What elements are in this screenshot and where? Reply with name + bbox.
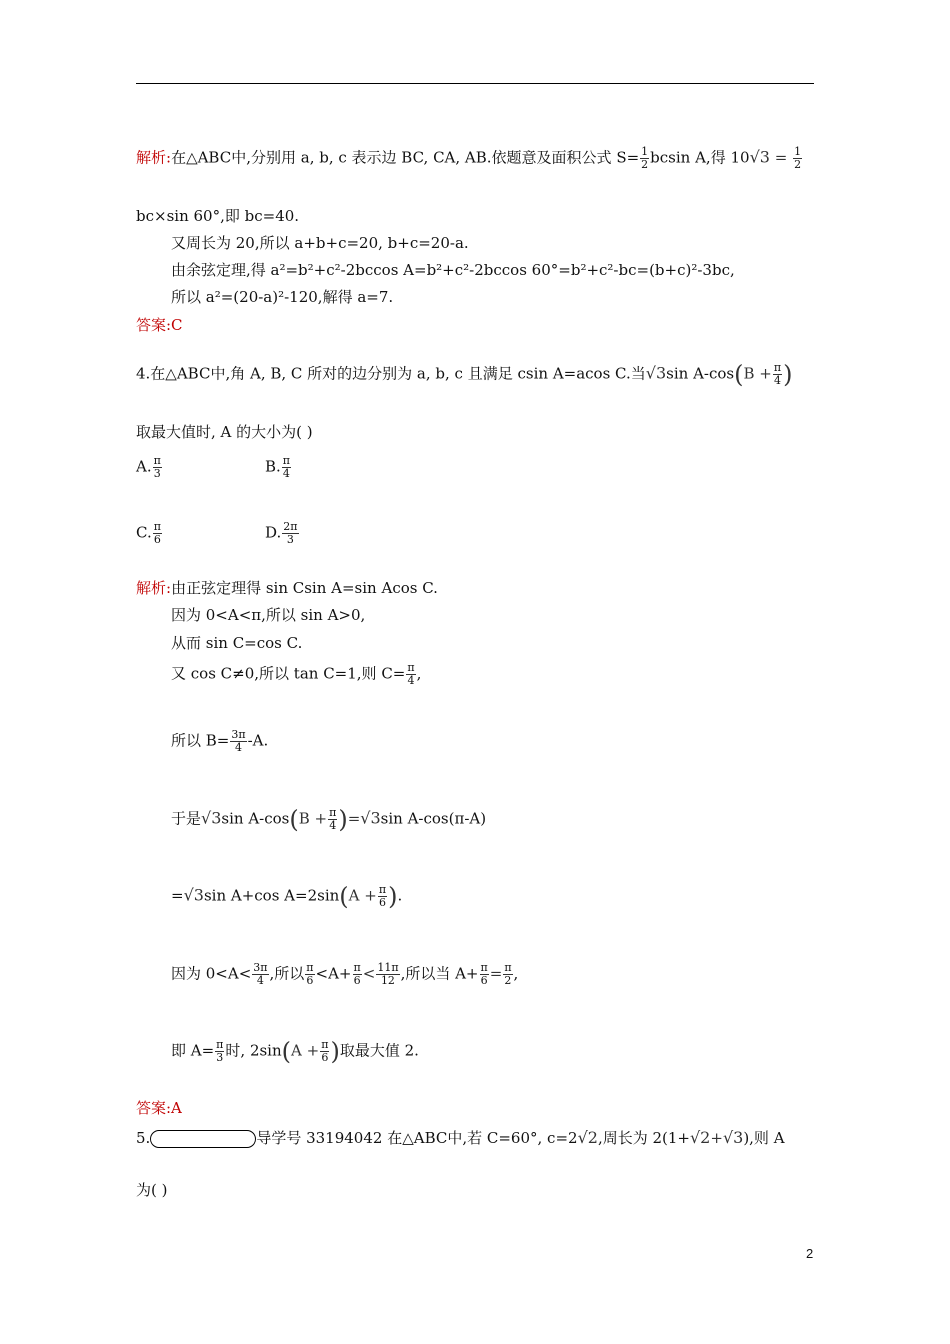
- fraction-half: $\frac{1}{2}$: [641, 145, 649, 171]
- option-d: D. $\frac{2\pi}{3}$: [265, 520, 298, 546]
- guide-number-badge: [150, 1130, 256, 1148]
- q4-stem-cont: 取最大值时, A 的大小为( ): [136, 423, 313, 441]
- sol4-line5: 所以 B= $\frac{3\pi}{4}$ -A.: [171, 728, 269, 754]
- answer-label: 答案:C: [136, 316, 183, 334]
- sol4-line1: 解析:由正弦定理得 sin Csin A=sin Acos C.: [136, 579, 438, 597]
- sol4-line4: 又 cos C≠0,所以 tan C=1,则 C= $\frac{\pi}{4}$ ,: [171, 661, 422, 687]
- sol4-line3: 从而 sin C=cos C.: [171, 634, 303, 652]
- page-number: 2: [806, 1246, 814, 1261]
- sol1-line5: 所以 a²=(20-a)²-120,解得 a=7.: [171, 288, 394, 306]
- q5-stem-cont: 为( ): [136, 1181, 168, 1199]
- sol4-line7: =√3sin A+cos A=2sin(A + $\frac{\pi}{6}$ ).: [171, 882, 403, 911]
- q5-stem: 5. 导学号 33194042 在△ABC中,若 C=60°, c=2√2,周长为 2(1+√2+√3),则 A: [136, 1128, 785, 1147]
- sol1-line2: bc×sin 60°,即 bc=40.: [136, 207, 300, 225]
- option-b: B. $\frac{\pi}{4}$: [265, 454, 291, 480]
- sol4-line2: 因为 0<A<π,所以 sin A>0,: [171, 606, 366, 624]
- top-rule: [136, 83, 814, 84]
- sol1-line3: 又周长为 20,所以 a+b+c=20, b+c=20-a.: [171, 234, 469, 252]
- fraction-half: $\frac{1}{2}$: [794, 145, 802, 171]
- q4-stem: 4.在△ABC中,角 A, B, C 所对的边分别为 a, b, c 且满足 csin A=acos C.当√3sin A-cos(B + $\frac{\pi}{4}$ ): [136, 360, 793, 389]
- sol4-line6: 于是√3sin A-cos(B + $\frac{\pi}{4}$ )=√3sin A-cos(π-A): [171, 805, 487, 834]
- sol4-line9: 即 A= $\frac{\pi}{3}$ 时, 2sin(A + $\frac{\pi}{6}$ )取最大值 2.: [171, 1037, 419, 1066]
- sol1-line1: 解析:在△ABC中,分别用 a, b, c 表示边 BC, CA, AB.依题意及面积公式 S= $\frac{1}{2}$ bcsin A,得 10√3 = $\frac{1}{2}$: [136, 145, 802, 171]
- option-c: C. $\frac{\pi}{6}$: [136, 520, 161, 546]
- sol1-line4: 由余弦定理,得 a²=b²+c²-2bccos A=b²+c²-2bccos 60°=b²+c²-bc=(b+c)²-3bc,: [171, 261, 735, 279]
- sol4-line8: 因为 0<A< $\frac{3\pi}{4}$ ,所以 $\frac{\pi}{6}$ <A+ $\frac{\pi}{6}$ < $\frac{11\pi}{12}$ ,所以当 A+ $\frac{\pi}{6}$ = $\frac{\pi}{2}$ ,: [171, 961, 519, 987]
- answer-label: 答案:A: [136, 1099, 182, 1117]
- option-a: A. $\frac{\pi}{3}$: [136, 454, 161, 480]
- solution-label: 解析:: [136, 148, 172, 167]
